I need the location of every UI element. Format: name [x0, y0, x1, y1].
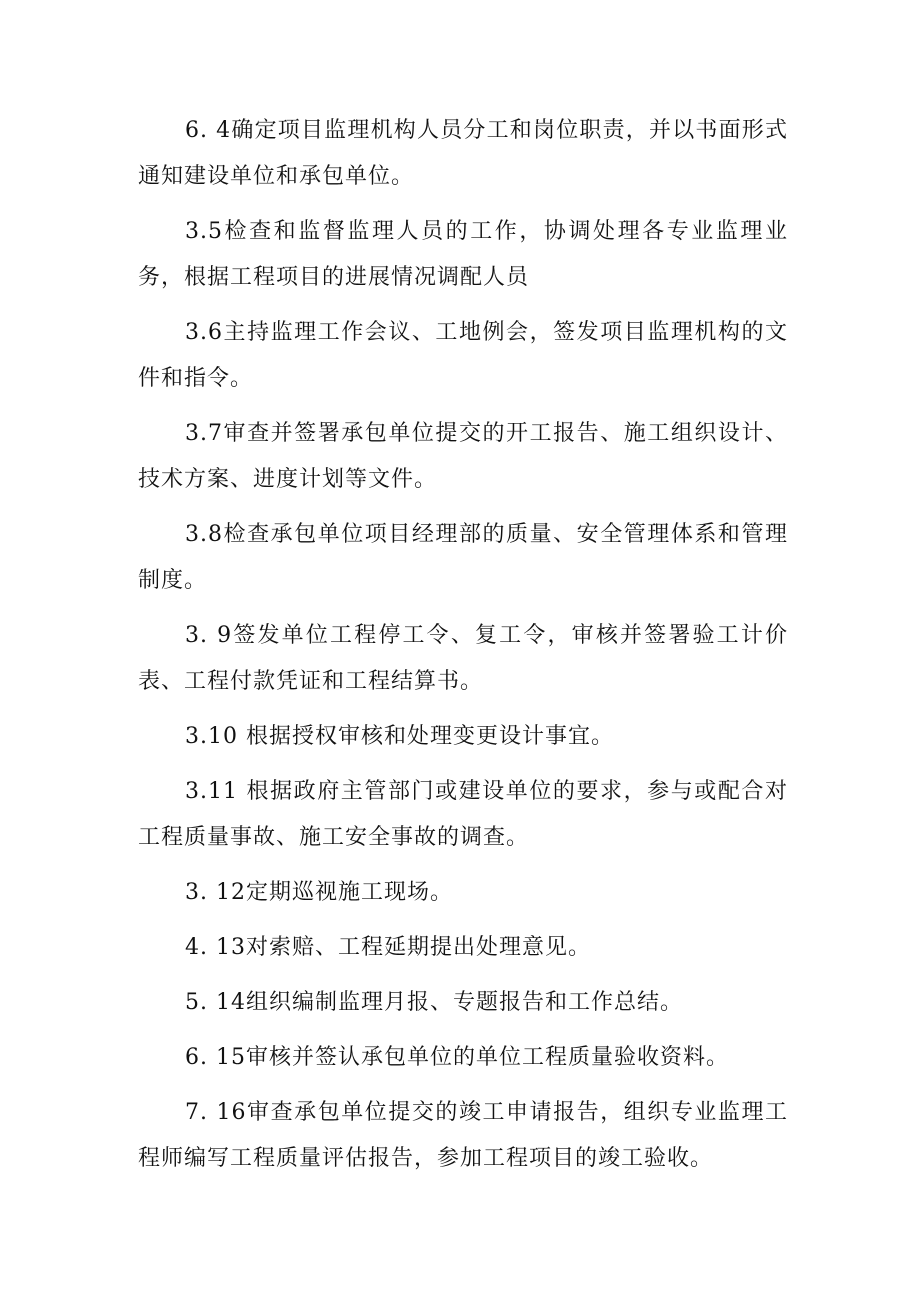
- paragraph: 7. 16审查承包单位提交的竣工申请报告，组织专业监理工程师编写工程质量评估报告，参加工程项目的竣工验收。: [138, 1100, 788, 1171]
- paragraph: 3.6主持监理工作会议、工地例会，签发项目监理机构的文件和指令。: [138, 320, 788, 391]
- paragraph: 3.8检查承包单位项目经理部的质量、安全管理体系和管理制度。: [138, 522, 788, 593]
- document-body: [138, 108, 788, 1191]
- paragraph: 6. 15审核并签认承包单位的单位工程质量验收资料。: [185, 1045, 729, 1070]
- paragraph: 3.10 根据授权审核和处理变更设计事宜。: [185, 724, 614, 749]
- paragraph: 3.11 根据政府主管部门或建设单位的要求，参与或配合对工程质量事故、施工安全事故的调查。: [138, 779, 788, 850]
- paragraph: 5. 14组织编制监理月报、专题报告和工作总结。: [185, 990, 683, 1015]
- paragraph: 4. 13对索赔、工程延期提出处理意见。: [185, 935, 591, 960]
- paragraph: 3.5检查和监督监理人员的工作，协调处理各专业监理业务，根据工程项目的进展情况调配人员: [138, 219, 788, 290]
- paragraph: 3.7审查并签署承包单位提交的开工报告、施工组织设计、技术方案、进度计划等文件。: [138, 421, 788, 492]
- paragraph: 3. 12定期巡视施工现场。: [185, 880, 453, 905]
- paragraph: 6. 4确定项目监理机构人员分工和岗位职责，并以书面形式通知建设单位和承包单位。: [138, 118, 788, 189]
- paragraph: 3. 9签发单位工程停工令、复工令，审核并签署验工计价表、工程付款凭证和工程结算书。: [138, 623, 788, 694]
